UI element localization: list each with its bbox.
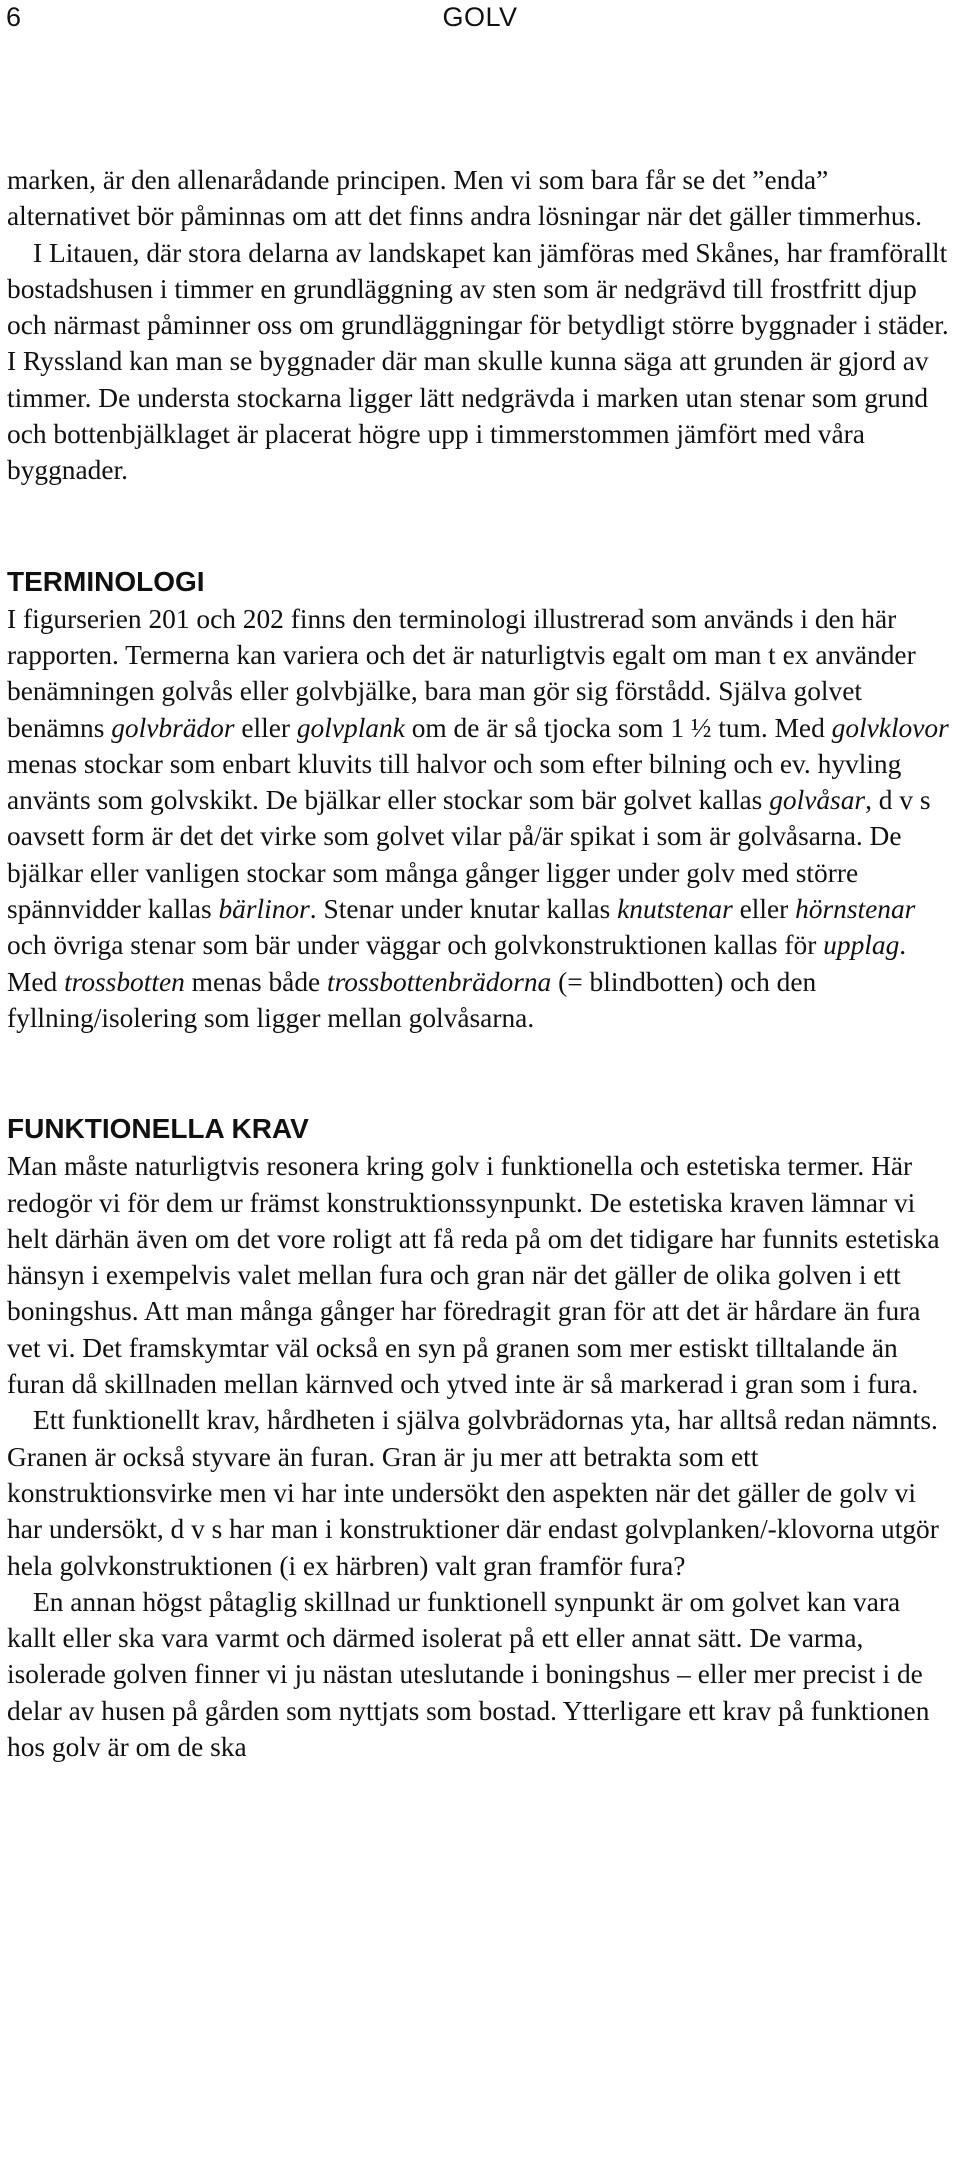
section-heading-terminologi: TERMINOLOGI [7, 565, 205, 597]
page-header [0, 0, 960, 36]
term-golvbrador: golvbrädor [111, 712, 235, 743]
term-golvklovor: golvklovor [831, 712, 949, 743]
intro-paragraph-2: I Litauen, där stora delarna av landskapet kan jämföras med Skånes, har framförallt bostadshusen i timmer en grundläggning av sten som är nedgrävd till frostfritt djup och närmast påminner oss om grundläggningar för betydligt större byggnader i städer. I Ryssland kan man se byggnader där man skulle kunna säga att grunden är gjord av timmer. De understa stockarna ligger lätt nedgrävda i marken utan stenar som grund och bottenbjälklaget är placerat högre upp i timmerstommen jämfört med våra byggnader. [7, 237, 949, 486]
terminologi-paragraph: I figurserien 201 och 202 finns den terminologi illustrerad som används i den här rapporten. Termerna kan variera och det är naturligtvis egalt om man t ex använder benämningen golvås eller golvbjälke, bara man gör sig förstådd. Själva golvet benämns golvbrädor eller golvplank om de är så tjocka som 1 ½ tum. Med golvklovor menas stockar som enbart kluvits till halvor och som efter bilning och ev. hyvling använts som golvskikt. De bjälkar eller stockar som bär golvet kallas golvåsar, d v s oavsett form är det det virke som golvet vilar på/är spikat i som är golvåsarna. De bjälkar eller vanligen stockar som många gånger ligger under golv med större spännvidder kallas bärlinor. Stenar under knutar kallas knutstenar eller hörnstenar och övriga stenar som bär under väggar och golvkonstruktionen kallas för upplag. Med trossbotten menas både trossbottenbrädorna (= blindbotten) och den fyllning/isolering som ligger mellan golvåsarna. [7, 603, 949, 1033]
term-knutstenar: knutstenar [617, 894, 733, 925]
term-golvasar: golvåsar [769, 785, 866, 816]
page-body [7, 162, 955, 1765]
term-hornstenar: hörnstenar [795, 894, 916, 925]
section-heading-funktionella-krav: FUNKTIONELLA KRAV [7, 1113, 309, 1145]
intro-paragraph-1: marken, är den allenarådande principen. Men vi som bara får se det ”enda” alternativet bör påminnas om att det finns andra lösningar när det gäller timmerhus. [7, 165, 923, 232]
term-barlinor: bärlinor [218, 894, 310, 925]
krav-paragraph-1: Man måste naturligtvis resonera kring golv i funktionella och estetiska termer. Här redogör vi för dem ur främst konstruktionssynpunkt. De estetiska kraven lämnar vi helt därhän även om det vore roligt att få reda på om det tidigare har funnits estetiska hänsyn i exempelvis valet mellan fura och gran när det gäller de olika golven i ett boningshus. Att man många gånger har föredragit gran för att det är hårdare än fura vet vi. Det framskymtar väl också en syn på granen som mer estiskt tilltalande än furan då skillnaden mellan kärnved och ytved inte är så markerad i gran som i fura. [7, 1151, 940, 1400]
term-trossbotten: trossbotten [64, 966, 185, 997]
running-title: GOLV [442, 2, 518, 32]
term-trossbottenbradorna: trossbottenbrädorna [327, 966, 552, 997]
krav-paragraph-3: En annan högst påtaglig skillnad ur funktionell synpunkt är om golvet kan vara kallt eller ska vara varmt och därmed isolerat på ett eller annat sätt. De varma, isolerade golven finner vi ju nästan uteslutande i boningshus – eller mer precist i de delar av husen på gården som nyttjats som bostad. Ytterligare ett krav på funktionen hos golv är om de ska [7, 1586, 930, 1762]
term-golvplank: golvplank [296, 712, 405, 743]
krav-paragraph-2: Ett funktionellt krav, hårdheten i själva golvbrädornas yta, har alltså redan nämnts. Granen är också styvare än furan. Gran är ju mer att betrakta som ett konstruktionsvirke men vi har inte undersökt den aspekten när det gäller de golv vi har undersökt, d v s har man i konstruktioner där endast golvplanken/-klovorna utgör hela golvkonstruktionen (i ex härbren) valt gran framför fura? [7, 1405, 939, 1581]
page-number: 6 [6, 2, 22, 32]
term-upplag: upplag [823, 930, 900, 961]
